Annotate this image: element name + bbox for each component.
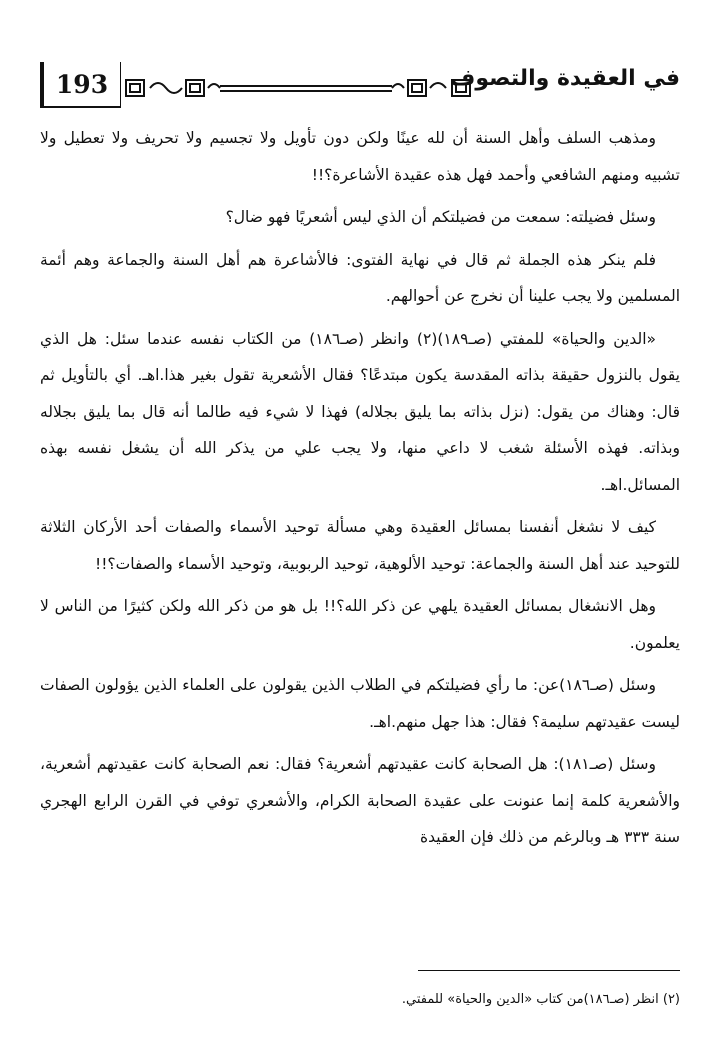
page-header [40, 62, 680, 110]
paragraph: وسئل (صـ١٨٦)عن: ما رأي فضيلتكم في الطلاب الذين يقولون على العلماء الذين يؤولون الصفات ليست عقيدتهم سليمة؟ فقال: هذا جهل منهم.اهـ. [40, 676, 680, 731]
paragraph: «الدين والحياة» للمفتي (صـ١٨٩)(٢) وانظر (صـ١٨٦) من الكتاب نفسه عندما سئل: هل الذي يقول بالنزول حقيقة بذاته المقدسة يكون مبتدعًا؟ فقال الأشعرية تقول بغير هذا.اهـ. أي بالتأويل ثم قال: وهناك من يقول: (نزل بذاته بما يليق بجلاله) فهذا لا شيء فيه طالما أنه قال بما يليق بجلاله وبذاته. فهذه الأسئلة شغب لا داعي منها، ولا يجب علي من يذكر الله أن يشغل نفسه بهذه المسائل.اهـ. [40, 329, 680, 494]
main-text [40, 120, 680, 862]
paragraph: وسئل فضيلته: سمعت من فضيلتكم أن الذي ليس أشعريًا فهو ضال؟ [225, 208, 656, 226]
paragraph: كيف لا نشغل أنفسنا بمسائل العقيدة وهي مسألة توحيد الأسماء والصفات أحد الأركان الثلاثة للتوحيد عند أهل السنة والجماعة: توحيد الألوهية، توحيد الربوبية، وتوحيد الأسماء والصفات؟!! [40, 518, 680, 573]
paragraph: فلم ينكر هذه الجملة ثم قال في نهاية الفتوى: فالأشاعرة هم أهل السنة والجماعة وهم أئمة المسلمين ولا يجب علينا أن نخرج عن أحوالهم. [40, 250, 680, 305]
running-title: في العقيدة والتصوف [449, 66, 680, 91]
footnote-divider [418, 970, 680, 971]
page-number-box [40, 62, 121, 108]
paragraph: وهل الانشغال بمسائل العقيدة يلهي عن ذكر الله؟!! بل هو من ذكر الله ولكن كثيرًا من الناس لا يعلمون. [40, 597, 680, 652]
paragraph: وسئل (صـ١٨١): هل الصحابة كانت عقيدتهم أشعرية؟ فقال: نعم الصحابة كانت عقيدتهم أشعرية، والأشعرية كلمة إنما عنونت على عقيدة الصحابة الكرام، والأشعري توفي في القرن الرابع الهجري سنة ٣٣٣ هـ وبالرغم من ذلك فإن العقيدة [40, 755, 680, 846]
page-number: 193 [55, 69, 109, 99]
header-ornament-icon [122, 76, 492, 100]
footnote: (٢) انظر (صـ١٨٦)من كتاب «الدين والحياة» للمفتي. [401, 992, 680, 1007]
paragraph: ومذهب السلف وأهل السنة أن لله عينًا ولكن دون تأويل ولا تجسيم ولا تحريف ولا تعطيل ولا تشبيه ومنهم الشافعي وأحمد فهل هذه عقيدة الأشاعرة؟!! [40, 129, 680, 184]
